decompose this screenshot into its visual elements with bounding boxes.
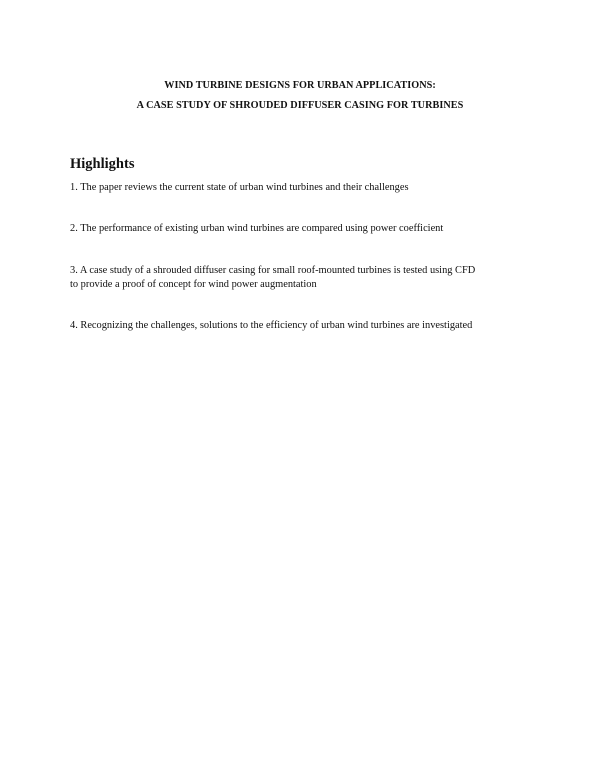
title-line-2: A CASE STUDY OF SHROUDED DIFFUSER CASING FOR TURBINES [136,100,464,111]
highlight-item-4 [70,319,540,333]
highlight-item-3-line-1: 3. A case study of a shrouded diffuser casing for small roof-mounted turbines is tested using CFD [70,265,476,276]
highlight-item-1-text: 1. The paper reviews the current state of urban wind turbines and their challenges [70,182,409,193]
highlight-item-3 [70,264,540,291]
highlight-item-3-line-2: to provide a proof of concept for wind power augmentation [70,278,317,290]
highlight-item-1 [70,181,540,195]
title-line-1: WIND TURBINE DESIGNS FOR URBAN APPLICATIONS: [164,80,436,91]
highlights-heading: Highlights [70,156,135,172]
highlight-item-2-text: 2. The performance of existing urban wind turbines are compared using power coefficient [70,223,444,234]
paper-title [0,76,600,116]
highlight-item-2 [70,222,540,236]
highlight-item-4-text: 4. Recognizing the challenges, solutions to the efficiency of urban wind turbines are investigated [70,320,473,331]
